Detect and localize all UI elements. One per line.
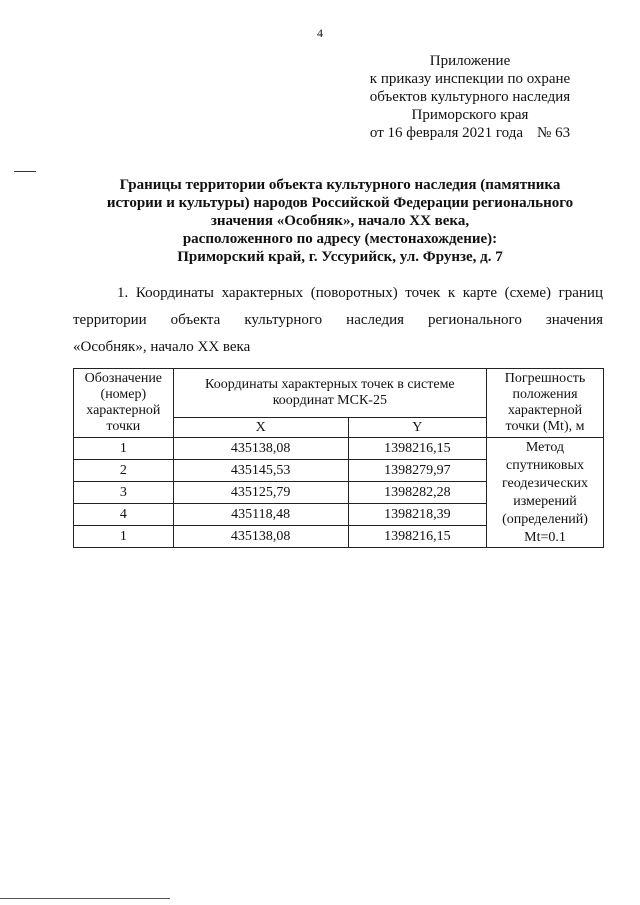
header-x: X [173,418,348,438]
cell-y: 1398216,15 [348,438,486,460]
cell-point: 1 [74,526,174,548]
appendix-line: объектов культурного наследия [369,89,571,105]
body-paragraph [73,280,603,361]
title-line: истории и культуры) народов Российской Федерации регионального [106,195,574,211]
title-line: значения «Особняк», начало XX века, [210,213,470,229]
cell-y: 1398216,15 [348,526,486,548]
cell-x: 435125,79 [173,482,348,504]
appendix-line: Приложение [429,53,511,69]
table-header-row [74,369,604,418]
cell-x: 435138,08 [173,526,348,548]
appendix-date: от 16 февраля 2021 года [369,125,524,141]
appendix-number: № 63 [537,125,571,141]
cell-x: 435118,48 [173,504,348,526]
cell-x: 435145,53 [173,460,348,482]
page-number: 4 [317,26,323,40]
cell-point: 2 [74,460,174,482]
cell-point: 3 [74,482,174,504]
header-point: Обозначение (номер) характерной точки [74,369,174,438]
cell-method: Метод спутниковых геодезических измерений (определений) Mt=0.1 [487,438,604,548]
margin-mark [14,171,36,172]
cell-x: 435138,08 [173,438,348,460]
table-row [74,438,604,460]
paragraph-line: «Особняк», начало XX века [73,339,251,355]
header-coordinates: Координаты характерных точек в системе координат МСК-25 [173,369,486,418]
cell-y: 1398282,28 [348,482,486,504]
title-line: расположенного по адресу (местонахождение): [182,231,498,247]
appendix-line: Приморского края [411,107,529,123]
appendix-header [340,52,600,142]
title-line: Приморский край, г. Уссурийск, ул. Фрунзе, д. 7 [177,249,503,265]
cell-point: 1 [74,438,174,460]
footer-rule [0,898,170,899]
header-error: Погрешность положения характерной точки (Mt), м [487,369,604,438]
cell-y: 1398279,97 [348,460,486,482]
cell-y: 1398218,39 [348,504,486,526]
paragraph-line: территории объекта культурного наследия регионального значения [73,312,603,328]
document-title [60,176,620,266]
paragraph-line: 1. Координаты характерных (поворотных) точек к карте (схеме) границ [117,285,603,301]
coordinates-table [73,368,604,548]
header-y: Y [348,418,486,438]
cell-point: 4 [74,504,174,526]
appendix-date-line [340,124,600,142]
appendix-line: к приказу инспекции по охране [369,71,571,87]
title-line: Границы территории объекта культурного наследия (памятника [119,177,561,193]
